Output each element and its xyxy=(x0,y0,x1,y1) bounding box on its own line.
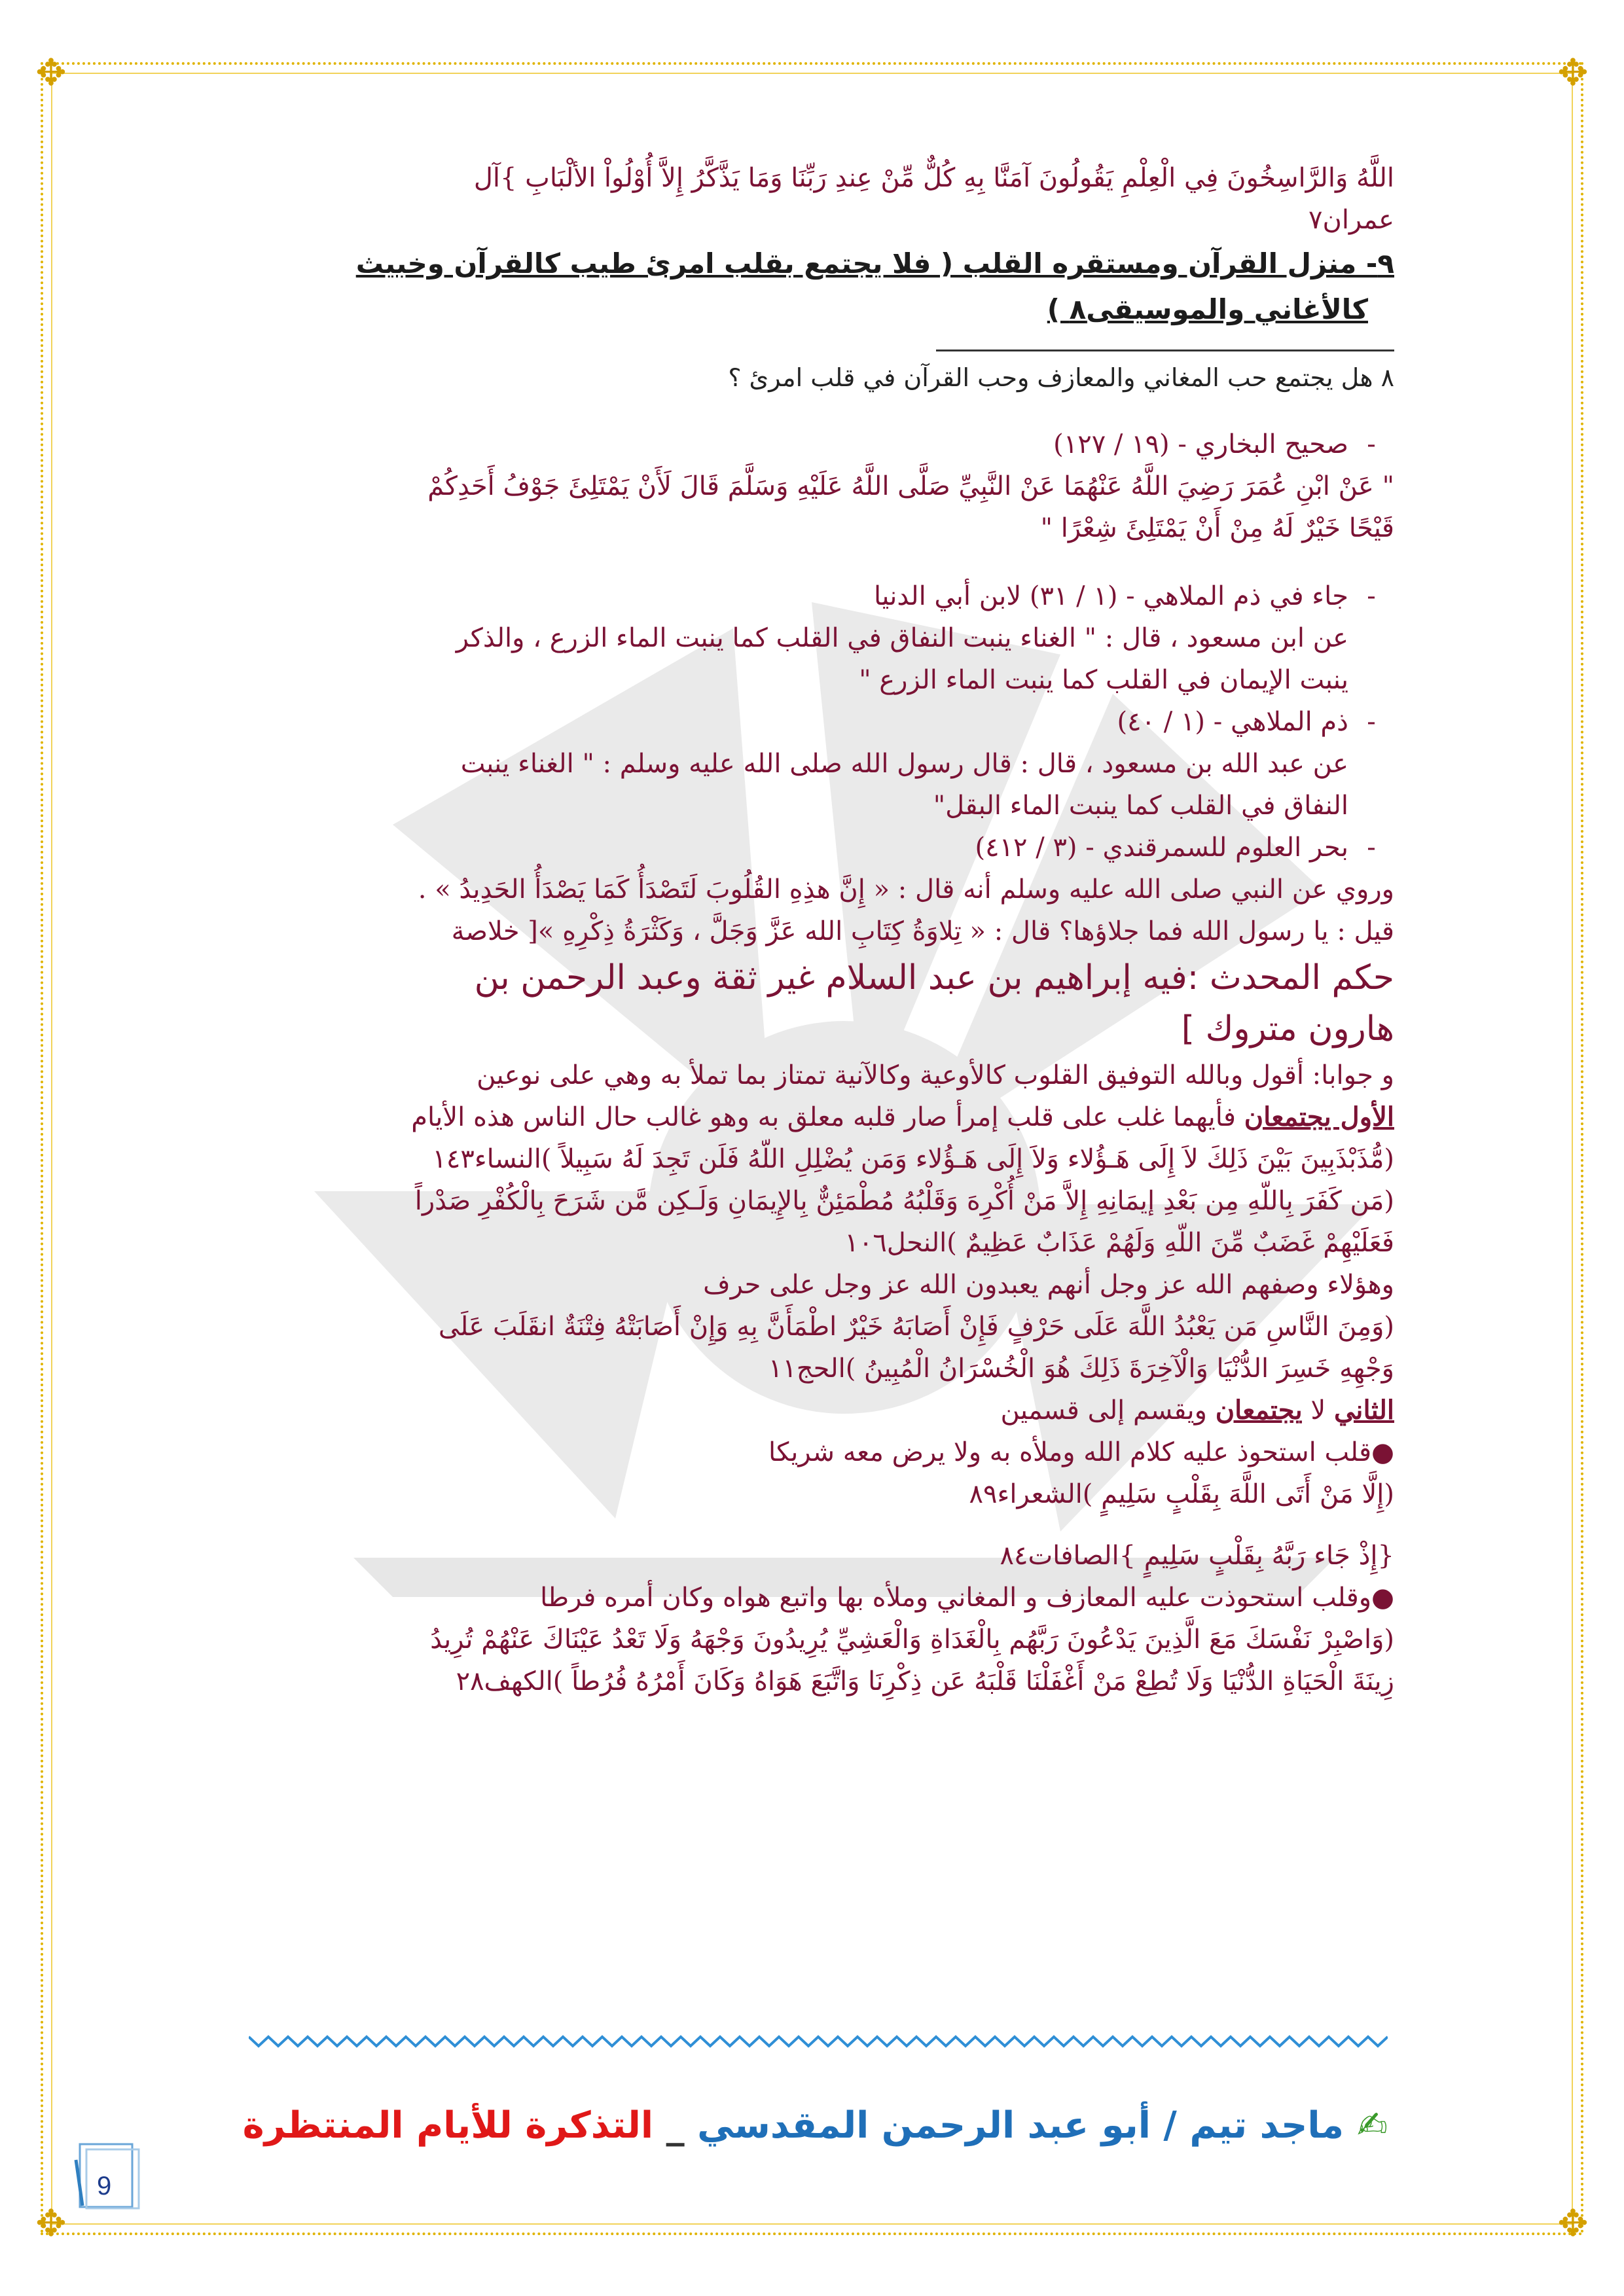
verse-line: (وَاصْبِرْ نَفْسَكَ مَعَ الَّذِينَ يَدْعُونَ رَبَّهُم بِالْغَدَاةِ وَالْعَشِيِّ يُرِيدُونَ وَجْهَهُ وَلَا تَعْدُ عَيْنَاكَ عَنْهُمْ تُرِيدُ xyxy=(430,1624,1394,1655)
bullet-item: ●قلب استحوذ عليه كلام الله وملأه به ولا يرض معه شريكا xyxy=(768,1437,1394,1467)
answer-text: وهؤلاء وصفهم الله عز وجل أنهم يعبدون الله عز وجل على حرف xyxy=(703,1270,1394,1300)
narration: ينبت الإيمان في القلب كما ينبت الماء الزرع " xyxy=(859,665,1348,695)
narration: وروي عن النبي صلى الله عليه وسلم أنه قال : « إِنَّ هذِهِ القُلُوبَ لَتَصْدَأُ كَمَا يَصْدَأُ الحَدِيدُ » . xyxy=(418,874,1394,905)
dash-bullet: - xyxy=(1367,707,1376,737)
decorative-divider xyxy=(249,2034,1388,2049)
ornament-icon: ✥ xyxy=(35,52,67,94)
verse-line: فَعَلَيْهِمْ غَضَبٌ مِّنَ اللّهِ وَلَهُمْ عَذَابٌ عَظِيمٌ )النحل١٠٦ xyxy=(844,1228,1394,1258)
narration: قيل : يا رسول الله فما جلاؤها؟ قال : « تِلاوَةُ كِتَابِ الله عَزَّ وَجَلَّ ، وَكَثْرَةُ ذِكْرِهِ »[ خلاصة xyxy=(451,916,1394,946)
ornament-icon: ✥ xyxy=(35,2202,67,2245)
footnote-separator xyxy=(936,350,1394,351)
narration: النفاق في القلب كما ينبت الماء البقل" xyxy=(933,791,1348,821)
page-number: 9 xyxy=(97,2172,112,2200)
hadith-grading: هارون متروك ] xyxy=(1181,1009,1394,1049)
verse-reference: عمران٧ xyxy=(1308,205,1394,235)
answer-text: الثاني لا يجتمعان ويقسم إلى قسمين xyxy=(1000,1395,1394,1426)
answer-text: و جوابا: أقول وبالله التوفيق القلوب كالأوعية وكالآنية تمتاز بما تملأ به وهي على نوعين xyxy=(477,1060,1394,1090)
answer-text: الأول يجتمعان فأيهما غلب على قلب إمرأ صار قلبه معلق به وهو غالب حال الناس هذه الأيام xyxy=(411,1102,1394,1132)
section-heading-cont: كالأغاني والموسيقى٨ ) xyxy=(1047,293,1368,325)
dash-bullet: - xyxy=(1367,833,1376,863)
verse-line: (إِلَّا مَنْ أَتَى اللَّهَ بِقَلْبٍ سَلِيمٍ )الشعراء٨٩ xyxy=(969,1479,1394,1509)
pen-hand-icon: ✍ xyxy=(1357,2104,1388,2147)
hadith-grading: حكم المحدث :فيه إبراهيم بن عبد السلام غير ثقة وعبد الرحمن بن xyxy=(474,958,1394,997)
page-body xyxy=(242,157,1394,1702)
verse-line: اللَّهُ وَالرَّاسِخُونَ فِي الْعِلْمِ يَقُولُونَ آمَنَّا بِهِ كُلٌّ مِّنْ عِندِ رَبِّنَا وَمَا يَذَّكَّرُ إِلاَّ أُوْلُواْ الألْبَابِ }آل xyxy=(473,163,1394,193)
dash-bullet: - xyxy=(1367,429,1376,459)
dash-bullet: - xyxy=(1367,581,1376,611)
verse-line: وَجْهِهِ خَسِرَ الدُّنْيَا وَالْآخِرَةَ ذَلِكَ هُوَ الْخُسْرَانُ الْمُبِينُ )الحج١١ xyxy=(768,1354,1394,1384)
footer-author: ماجد تيم / أبو عبد الرحمن المقدسي xyxy=(697,2104,1344,2147)
verse-line: (مَن كَفَرَ بِاللّهِ مِن بَعْدِ إيمَانِهِ إِلاَّ مَنْ أُكْرِهَ وَقَلْبُهُ مُطْمَئِنٌّ بِالإِيمَانِ وَلَـكِن مَّن شَرَحَ بِالْكُفْرِ صَدْراً xyxy=(414,1186,1394,1216)
list-item: -جاء في ذم الملاهي - (١ / ٣١) لابن أبي الدنيا xyxy=(242,575,1394,617)
verse-line: (مُّذَبْذَبِينَ بَيْنَ ذَلِكَ لاَ إِلَى هَـؤُلاء وَلاَ إِلَى هَـؤُلاء وَمَن يُضْلِلِ اللّهُ فَلَن تَجِدَ لَهُ سَبِيلاً )النساء١٤٣ xyxy=(432,1144,1394,1174)
section-heading: ٩- منزل القرآن ومستقره القلب ( فلا يجتمع بقلب امرئ طيب كالقرآن وخبيث xyxy=(355,247,1394,279)
list-item: -بحر العلوم للسمرقندي - (٣ / ٤١٢) xyxy=(242,827,1394,869)
bullet-item: ●وقلب استحوذت عليه المعازف و المغاني وملأه بها واتبع هواه وكان أمره فرطا xyxy=(540,1583,1394,1613)
verse-line: زِينَةَ الْحَيَاةِ الدُّنْيَا وَلَا تُطِعْ مَنْ أَغْفَلْنَا قَلْبَهُ عَن ذِكْرِنَا وَاتَّبَعَ هَوَاهُ وَكَانَ أَمْرُهُ فُرُطاً )الكهف٢٨ xyxy=(456,1666,1394,1696)
list-item: -ذم الملاهي - (١ / ٤٠) xyxy=(242,701,1394,743)
footer-title: التذكرة للأيام المنتظرة xyxy=(242,2104,654,2147)
page-footer xyxy=(242,2104,1388,2147)
list-item: -صحيح البخاري - (١٩ / ١٢٧) xyxy=(242,423,1394,465)
narration: عن ابن مسعود ، قال : " الغناء ينبت النفاق في القلب كما ينبت الماء الزرع ، والذكر xyxy=(456,623,1348,653)
ornament-icon: ✥ xyxy=(1557,2202,1589,2245)
verse-line: {إِذْ جَاء رَبَّهُ بِقَلْبٍ سَلِيمٍ }الصافات٨٤ xyxy=(1000,1541,1394,1571)
footer-separator: _ xyxy=(653,2104,698,2147)
footnote-question: ٨ هل يجتمع حب المغاني والمعازف وحب القرآن في قلب امرئ ؟ xyxy=(728,363,1394,392)
narration: عن عبد الله بن مسعود ، قال : قال رسول الله صلى الله عليه وسلم : " الغناء ينبت xyxy=(460,749,1348,779)
verse-line: (وَمِنَ النَّاسِ مَن يَعْبُدُ اللَّهَ عَلَى حَرْفٍ فَإِنْ أَصَابَهُ خَيْرٌ اطْمَأَنَّ بِهِ وَإِنْ أَصَابَتْهُ فِتْنَةٌ انقَلَبَ عَلَى xyxy=(438,1312,1394,1342)
ornament-icon: ✥ xyxy=(1557,52,1589,94)
hadith-text: قَيْحًا خَيْرٌ لَهُ مِنْ أَنْ يَمْتَلِئَ شِعْرًا " xyxy=(1040,513,1394,543)
hadith-text: " عَنْ ابْنِ عُمَرَ رَضِيَ اللَّهُ عَنْهُمَا عَنْ النَّبِيِّ صَلَّى اللَّهُ عَلَيْهِ وَسَلَّمَ قَالَ لَأَنْ يَمْتَلِئَ جَوْفُ أَحَدِكُمْ xyxy=(427,471,1394,501)
